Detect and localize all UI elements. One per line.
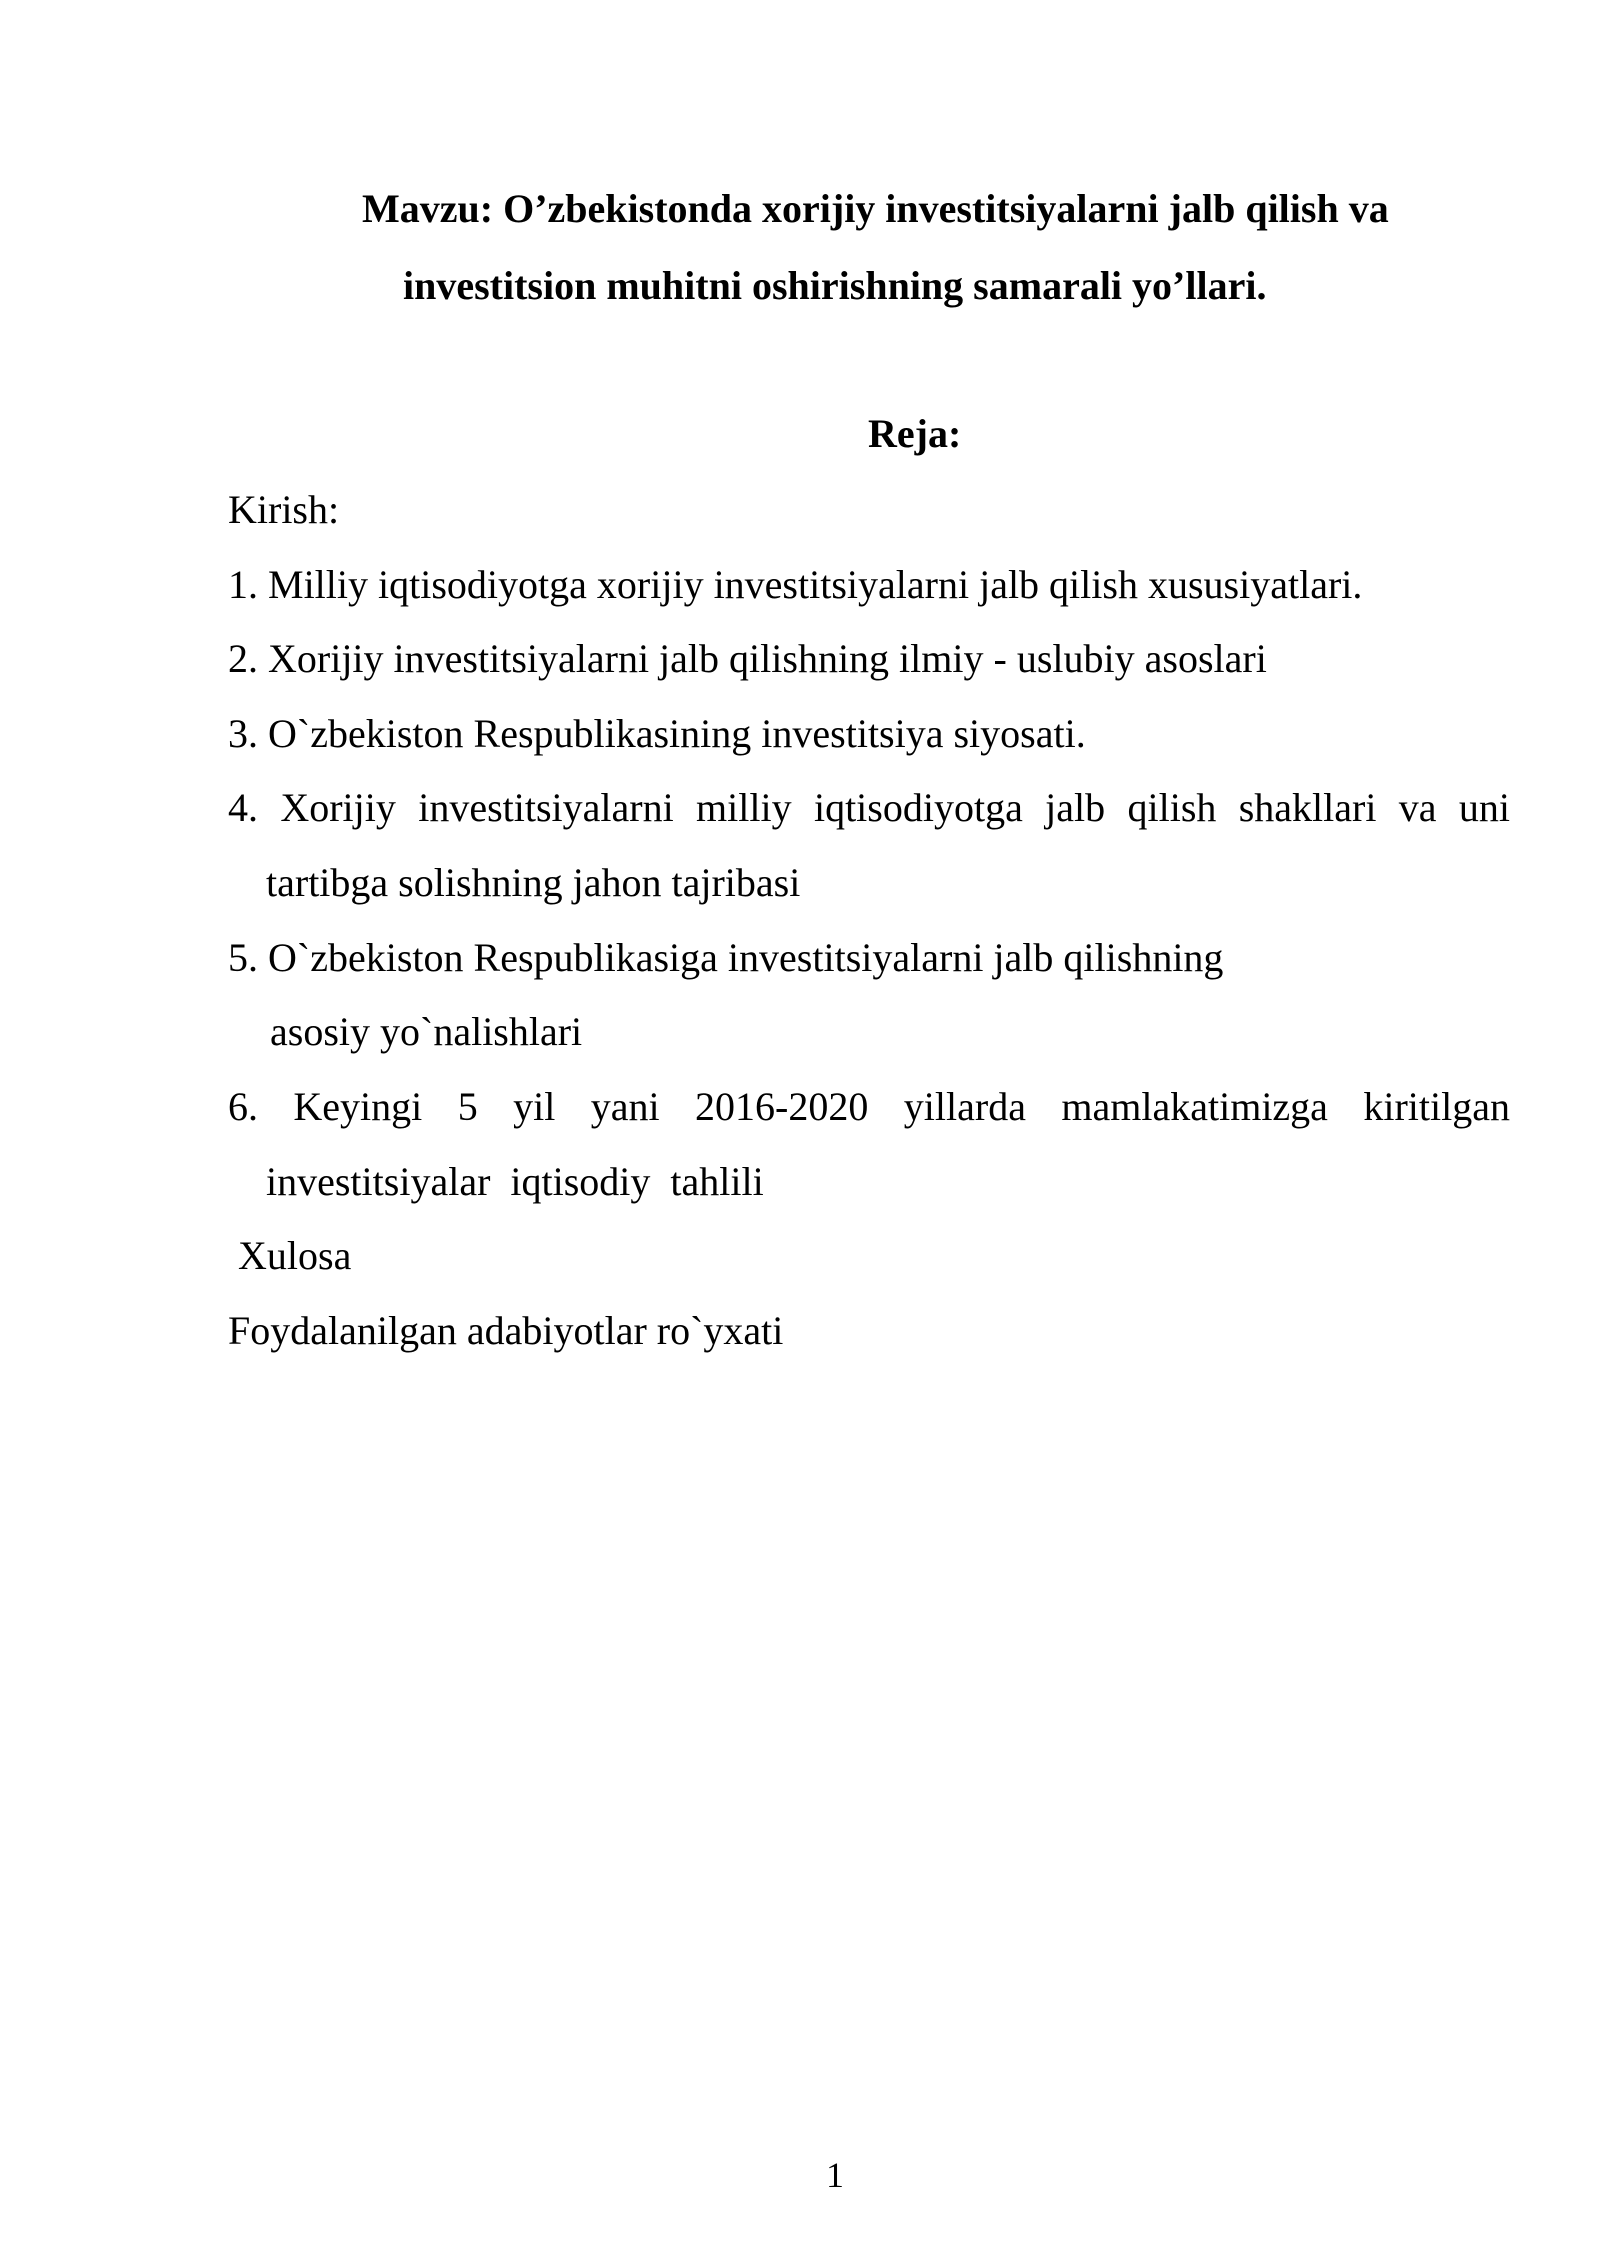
plan-item-5-line-2: asosiy yo`nalishlari (270, 1009, 583, 1054)
plan-item-3: 3. O`zbekiston Respublikasining investitsiya siyosati. (228, 711, 1086, 756)
plan-item-2: 2. Xorijiy investitsiyalarni jalb qilishning ilmiy - uslubiy asoslari (228, 636, 1267, 681)
title-line-1: Mavzu: O’zbekistonda xorijiy investitsiyalarni jalb qilish va (362, 186, 1389, 231)
plan-conclusion: Xulosa (238, 1233, 352, 1278)
plan-item-5-line-1: 5. O`zbekiston Respublikasiga investitsiyalarni jalb qilishning (228, 935, 1224, 980)
plan-item-6-line-2: investitsiyalar iqtisodiy tahlili (266, 1159, 764, 1204)
page-number: 1 (826, 2155, 844, 2195)
plan-intro: Kirish: (228, 487, 340, 532)
plan-references: Foydalanilgan adabiyotlar ro`yxati (228, 1308, 784, 1353)
plan-item-4-line-2: tartibga solishning jahon tajribasi (266, 860, 801, 905)
title-line-2: investitsion muhitni oshirishning samarali yo’llari. (403, 263, 1267, 308)
plan-item-4-line-1: 4. Xorijiy investitsiyalarni milliy iqtisodiyotga jalb qilish shakllari va uni (228, 785, 1510, 830)
plan-item-1: 1. Milliy iqtisodiyotga xorijiy investitsiyalarni jalb qilish xususiyatlari. (228, 562, 1363, 607)
plan-item-6-line-1: 6. Keyingi 5 yil yani 2016-2020 yillarda mamlakatimizga kiritilgan (228, 1084, 1510, 1129)
plan-heading: Reja: (868, 411, 962, 456)
